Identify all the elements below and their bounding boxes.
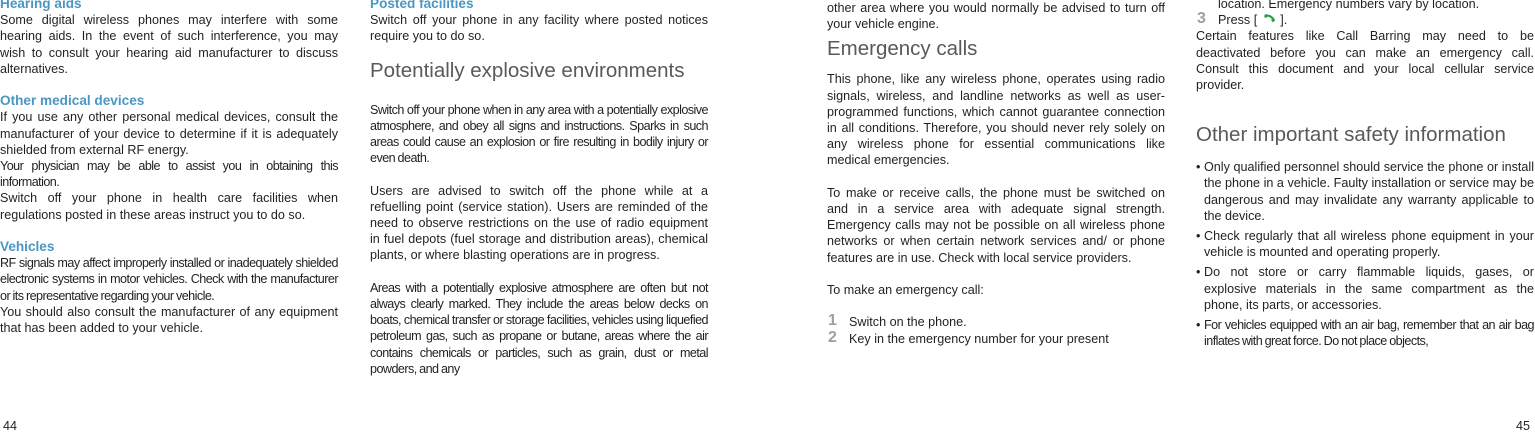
paragraph-call-barring: Certain features like Call Barring may need to be deactivated before you can make an emergency call. Consult this document and your local cellular service provider. [1196, 29, 1534, 93]
paragraph-vehicles-1: RF signals may affect improperly installed or inadequately shielded electronic systems in motor vehicles. Check with the manufacturer or its representative regarding your vehicle. [0, 256, 338, 303]
step-number-3: 3 [1197, 10, 1206, 28]
column-emergency-calls [827, 0, 1165, 347]
safety-bullet-list [1196, 159, 1534, 349]
safety-bullet-item [1196, 159, 1534, 224]
safety-bullet-item [1196, 228, 1534, 260]
paragraph-emergency-3: To make an emergency call: [827, 283, 984, 298]
paragraph-explosive-3: Areas with a potentially explosive atmosphere are often but not always clearly marked. They include the areas below decks on boats, chemical transfer or storage facilities, vehicles using liquefied petroleum gas, such as propane or butane, areas where the air contains chemicals or particles, such as grain, dust or metal powders, and any [370, 280, 708, 376]
paragraph-vehicles-2: You should also consult the manufacturer of any equipment that has been added to your vehicle. [0, 304, 338, 336]
bullet-text: Check regularly that all wireless phone equipment in your vehicle is mounted and operating properly. [1204, 229, 1534, 260]
bullet-dot: • [1196, 160, 1201, 175]
paragraph-medical-devices-3: Switch off your phone in health care facilities when regulations posted in these areas instruct you to do so. [0, 191, 338, 222]
heading-vehicles: Vehicles [0, 239, 55, 255]
page-number-right: 45 [1516, 419, 1531, 433]
paragraph-hearing-aids: Some digital wireless phones may interfere with some hearing aids. In the event of such interference, you may wish to consult your hearing aid manufacturer to discuss alternatives. [0, 13, 338, 76]
heading-emergency-calls: Emergency calls [827, 37, 978, 61]
safety-bullet-item [1196, 317, 1534, 349]
emergency-step-2 [827, 328, 1165, 347]
heading-other-medical-devices: Other medical devices [0, 93, 145, 109]
column-other-safety [1196, 0, 1534, 353]
step-number-2: 2 [828, 328, 837, 346]
emergency-steps-list [827, 314, 1165, 346]
page-number-left: 44 [3, 419, 18, 433]
step-number-1: 1 [828, 312, 837, 330]
paragraph-medical-devices-1: If you use any other personal medical devices, consult the manufacturer of your device to determine if it is adequately shielded from external RF energy. [0, 110, 338, 157]
step-text-2: Key in the emergency number for your present [849, 331, 1109, 346]
column-hearing-medical-vehicles [0, 0, 338, 336]
paragraph-explosive-1: Switch off your phone when in any area with a potentially explosive atmosphere, and obey all signs and instructions. Sparks in such areas could cause an explosion or fire resulting in bodily injury or even death. [370, 102, 708, 166]
bullet-dot: • [1196, 229, 1201, 244]
step-3-text-after: ]. [1280, 13, 1288, 28]
heading-posted-facilities: Posted facilities [370, 0, 474, 11]
bullet-dot: • [1196, 318, 1200, 333]
heading-other-safety-info: Other important safety information [1196, 123, 1506, 147]
step-3-text-before: Press [ [1218, 13, 1258, 28]
heading-hearing-aids: Hearing aids [0, 0, 82, 11]
step-text-1: Switch on the phone. [849, 315, 967, 330]
step-text-2-continued: location. Emergency numbers vary by location. [1218, 0, 1480, 11]
safety-bullet-item [1196, 264, 1534, 313]
green-phone-icon [1261, 13, 1277, 25]
paragraph-posted-facilities: Switch off your phone in any facility where posted notices require you to do so. [370, 13, 708, 44]
paragraph-explosive-2: Users are advised to switch off the phone while at a refuelling point (service station). Users are reminded of the need to observe restrictions on the use of radio equipment in fuel depots (fuel storage and distribution areas), chemical plants, or where blasting operations are in progress. [370, 183, 708, 263]
bullet-text: For vehicles equipped with an air bag, remember that an air bag inflates with great force. Do not place objects, [1204, 318, 1534, 349]
emergency-step-3 [1196, 12, 1534, 28]
paragraph-medical-devices-2: Your physician may be able to assist you in obtaining this information. [0, 159, 338, 190]
column-posted-explosive [370, 0, 708, 377]
bullet-text: Only qualified personnel should service the phone or install the phone in a vehicle. Faulty installation or service may be dangerous and may invalidate any warranty applicable to the device. [1204, 160, 1534, 223]
bullet-text: Do not store or carry flammable liquids, gases, or explosive materials in the same compartment as the phone, its parts, or accessories. [1204, 265, 1534, 312]
bullet-dot: • [1196, 265, 1201, 280]
paragraph-continued-engine: other area where you would normally be advised to turn off your vehicle engine. [827, 1, 1165, 32]
emergency-step-1 [827, 314, 1165, 330]
paragraph-emergency-2: To make or receive calls, the phone must be switched on and in a service area with adequate signal strength. Emergency calls may not be possible on all wireless phone networks or when certain network services and/ or phone features are in use. Check with local service providers. [827, 185, 1165, 265]
heading-explosive-environments: Potentially explosive environments [370, 58, 685, 82]
paragraph-emergency-1: This phone, like any wireless phone, operates using radio signals, wireless, and landline networks as well as user-programmed functions, which cannot guarantee connection in all conditions. Therefore, you should never rely solely on any wireless phone for essential communications like medical emergencies. [827, 72, 1165, 168]
